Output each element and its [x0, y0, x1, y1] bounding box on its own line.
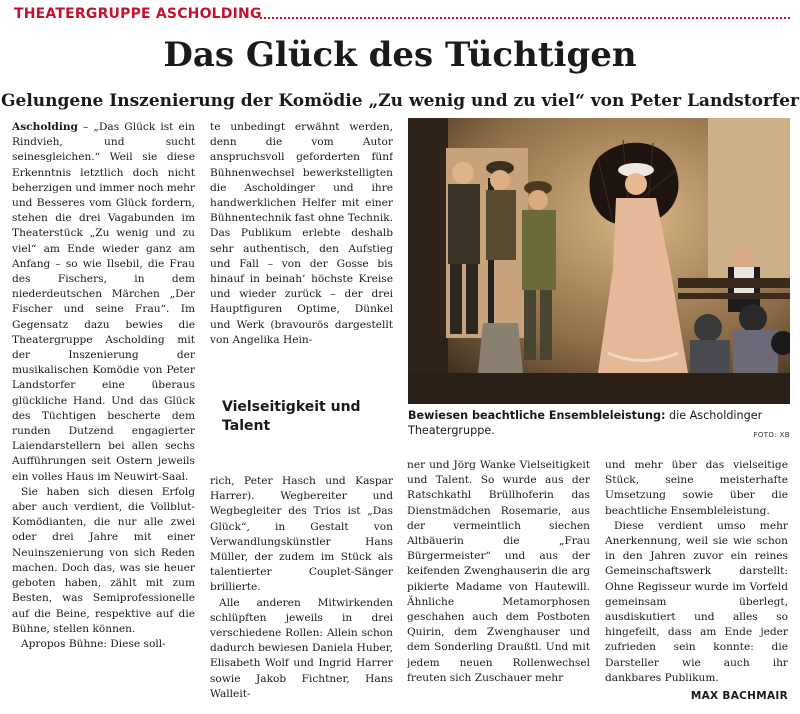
subsection-heading: Vielseitigkeit und Talent	[222, 399, 361, 434]
photo-credit: FOTO: XB	[753, 431, 790, 439]
caption-bold: Bewiesen beachtliche Ensembleleistung:	[408, 409, 666, 422]
kicker-label: THEATERGRUPPE ASCHOLDING	[14, 6, 262, 22]
lead-text: – „Das Glück ist ein Rindvieh, und sucht seinesgleichen.“ Weil sie diese Erkenntnis letztlich doch nicht beherzigen und immer noch mehr und Besseres vom Glück fordern, stehen die drei Vagabunden im Theaterstück „Zu wenig und zu viel“ am Ende wieder ganz am Anfang – so wie Ilsebil, die Frau des Fischers, in dem niederdeutschen Märchen „Der Fischer und seine Frau“. Im Gegensatz dazu bewies die Theatergruppe Ascholding mit der Inszenierung der musikalischen Komödie von Peter Landstorfer eine überaus glückliche Hand. Und das Glück des Tüchtigen bescherte dem runden Dutzend engagierter Laiendarstellern bei allen sechs Aufführungen seit Ostern jeweils ein volles Haus im Neuwirt-Saal.	[12, 121, 195, 483]
paragraph: Alle anderen Mitwirkenden schlüpften jeweils in drei verschiedene Rollen: Allein schon dadurch bewiesen Daniela Huber, Elisabeth Wolf und Ingrid Harrer sowie Jakob Fichtner, Hans Walleit-	[210, 596, 393, 700]
lead-paragraph	[12, 120, 195, 485]
article-column-2-top	[210, 120, 393, 350]
paragraph: Diese verdient umso mehr Anerkennung, weil sie wie schon in den Jahren zuvor ein reines Gemeinschaftswerk darstellt: Ohne Regisseur wurde im Vorfeld gemeinsam überlegt, ausdiskutiert und alles so hingefeilt, dass am Ende jeder zufrieden sein konnte: die Darsteller wie auch ihr dankbares Publikum.	[605, 519, 788, 684]
subheadline: Gelungene Inszenierung der Komödie „Zu wenig und zu viel“ von Peter Landstorfer	[0, 91, 799, 111]
paragraph: ner und Jörg Wanke Vielseitigkeit und Talent. So wurde aus der Ratschkathl Brüllhoferin das Dienstmädchen Rosemarie, aus der vermeintlich siechen Altbäuerin die „Frau Bürgermeister“ und aus der keifenden Zwenghauserin die arg pikierte Madame von Hautewill. Ähnliche Metamorphosen geschahen auch dem Postboten Quirin, dem Zwenghauser und dem Sonderling Draußtl. Und mit jedem neuen Rollenwechsel freuten sich Zuschauer mehr	[407, 459, 590, 684]
caption-text: die Ascholdinger Theatergruppe.	[408, 409, 763, 437]
paragraph: rich, Peter Hasch und Kaspar Harrer). Wegbereiter und Wegbegleiter des Trios ist „Das Glück“, in Gestalt von Verwandlungskünstler Hans Müller, der zudem im Stück als talentierter Couplet-Sänger brillierte.	[210, 475, 393, 594]
kicker	[14, 6, 790, 24]
paragraph: und mehr über das vielseitige Stück, seine meisterhafte Umsetzung sowie über die beachtliche Ensembleleistung.	[605, 459, 788, 517]
paragraph: Sie haben sich diesen Erfolg aber auch verdient, die Vollblut-Komödianten, die nur alle zwei oder drei Jahre mit einer Neuinszenierung von sich Reden machen. Doch das, was sie heuer geboten haben, zählt mit zum Besten, was Semiprofessionelle auf die Beine, respektive auf die Bühne, stellen können.	[12, 485, 195, 635]
article-column-2-bottom	[210, 474, 393, 708]
photo-caption	[408, 408, 790, 438]
article-column-3	[407, 458, 590, 708]
dateline: Ascholding	[12, 121, 78, 133]
paragraph: Apropos Bühne: Diese soll-	[21, 637, 166, 650]
stage-scene-image	[408, 118, 790, 404]
byline: MAX BACHMAIR	[690, 690, 788, 702]
kicker-dotted-rule	[260, 17, 790, 19]
headline: Das Glück des Tüchtigen	[163, 35, 637, 75]
paragraph: te unbedingt erwähnt werden, denn die vom Autor anspruchsvoll geforderten fünf Bühnenwechsel bewerkstelligten die Ascholdinger und ihre handwerklichen Helfer mit einer Bühnentechnik fast ohne Technik. Das Publikum erlebte deshalb sehr authentisch, den Aufstieg und Fall – von der Gosse bis hinauf in beinah’ höchste Kreise und wieder zurück – der drei Hauptfiguren Optime, Dünkel und Werk (bravourös dargestellt von Angelika Hein-	[210, 121, 393, 346]
ensemble-photo	[408, 118, 790, 404]
article-column-1	[12, 120, 195, 708]
article-column-4	[605, 458, 788, 688]
